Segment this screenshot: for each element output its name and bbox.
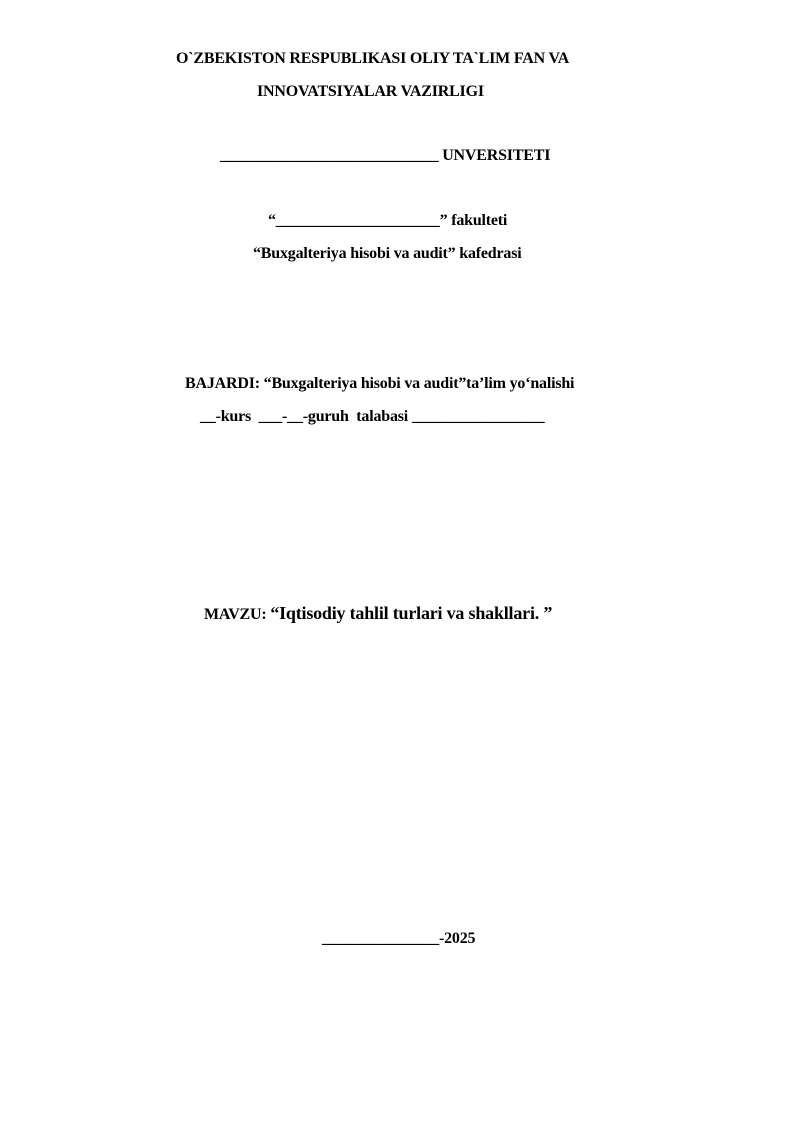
topic-title: “Iqtisodiy tahlil turlari va shakllari. ”	[270, 603, 553, 623]
ministry-title-line-2: INNOVATSIYALAR VAZIRLIGI	[257, 83, 484, 100]
student-line: __-kurs ___-__-guruh talabasi _________________	[200, 408, 545, 425]
topic-line	[204, 604, 552, 623]
department-line: “Buxgalteriya hisobi va audit” kafedrasi	[253, 245, 522, 262]
topic-label: MAVZU:	[204, 606, 271, 623]
university-line: ____________________________ UNVERSITETI	[220, 147, 551, 164]
ministry-title-line-1: O`ZBEKISTON RESPUBLIKASI OLIY TA`LIM FAN VA	[176, 50, 570, 67]
performer-line: BAJARDI: “Buxgalteriya hisobi va audit”ta’lim yo‘nalishi	[185, 375, 575, 392]
faculty-line: “_____________________” fakulteti	[268, 212, 508, 229]
year-line: _______________-2025	[322, 930, 476, 947]
